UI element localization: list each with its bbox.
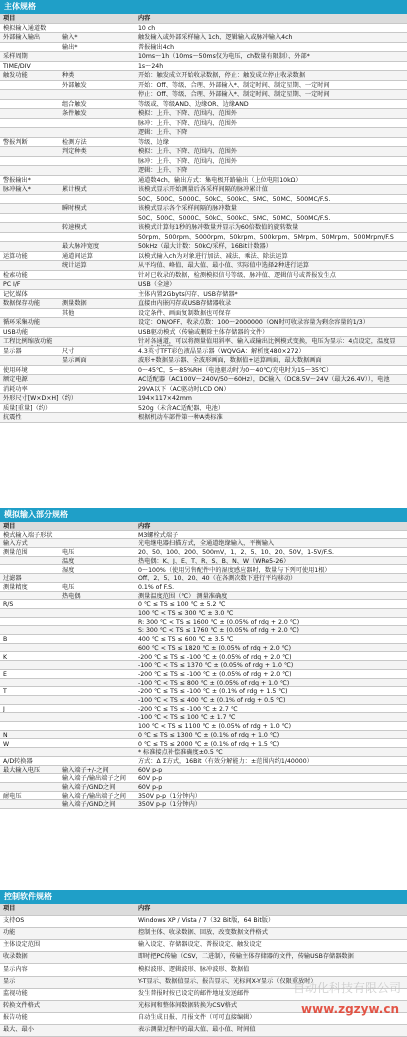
row-subitem: 显示画面 — [62, 357, 87, 364]
row-item: 转换文件格式 — [3, 1001, 41, 1009]
table-row — [0, 952, 407, 964]
table-row — [0, 394, 407, 404]
row-item: J — [3, 705, 5, 713]
table-row — [0, 337, 407, 347]
row-value: 4.3英寸TFT彩色液晶显示器（WQVGA：解析度480×272） — [138, 347, 305, 355]
table-row — [0, 252, 407, 262]
table-row — [0, 328, 407, 338]
row-value: 光标间和整体间数据转换为CSV格式 — [138, 1001, 238, 1009]
row-value: 测量温度范围（℃） 测量准确度 — [138, 592, 228, 600]
row-value: USB驱动模式（传输或删除主体存储器的文件） — [138, 328, 269, 336]
row-value: 逻辑：上升、下降 — [138, 129, 188, 136]
row-value: -200 ℃ ≤ TS ≤ -100 ℃ ± (0.1% of rdg + 1.5 ℃) — [138, 688, 288, 696]
row-value: 100 ℃ < TS ≤ 1100 ℃ ± (0.05% of rdg + 1.0 ℃) — [138, 723, 291, 731]
row-value: Windows XP / Vista / 7（32 Bit版，64 Bit版） — [138, 917, 275, 925]
table-row — [0, 71, 407, 81]
row-item: 功能 — [3, 929, 16, 937]
row-value: 光电继电器扫描方式，全通道绝缘输入，平衡输入 — [138, 540, 275, 548]
row-value: 模拟：上升、下降、范围内、范围外 — [138, 148, 237, 155]
row-value: 直接由内嵌闪存或USB存储器收录 — [138, 300, 232, 307]
row-item: 显示 — [3, 977, 16, 985]
row-value: 开始：触发成立开始收录数据，停止：触发成立停止收录数据 — [138, 72, 306, 79]
row-value: 60V p-p — [138, 775, 163, 783]
row-subitem: 种类 — [62, 72, 75, 79]
row-value: 通道数4ch，输出方式：集电极开路输出（上位电阻10kΩ） — [138, 176, 302, 184]
row-value: 等级或、等级AND、边缘OR、边缘AND — [138, 100, 249, 108]
table-row — [0, 81, 407, 91]
row-item: 监视功能 — [3, 989, 28, 997]
row-item: PC I/F — [3, 281, 21, 288]
table-row — [0, 792, 407, 801]
table-row — [0, 740, 407, 749]
row-subitem: 判定种类 — [62, 148, 87, 155]
table-row — [0, 204, 407, 214]
table-row — [0, 185, 407, 195]
table-row — [0, 214, 407, 224]
row-value: 热电偶：K、J、E、T、R、S、B、N、W（WRe5-26） — [138, 557, 290, 565]
section-title: 主体规格 — [0, 0, 407, 14]
table-row — [0, 940, 407, 952]
row-item: 输入方式 — [3, 540, 28, 548]
table-row — [0, 783, 407, 792]
row-value: 脉冲：上升、下降、范围内、范围外 — [138, 119, 237, 127]
row-item: 最大输入电压 — [3, 766, 41, 774]
table-row — [0, 644, 407, 653]
row-item: 抗震性 — [3, 414, 22, 421]
row-value: 50C、500C、5000C、50kC、500kC、5MC、50MC、500MC/F.S. — [138, 214, 331, 222]
row-item: 使用环境 — [3, 366, 28, 374]
table-row — [0, 722, 407, 731]
row-subitem: 其他 — [62, 309, 75, 317]
row-subitem: 最大脉冲宽度 — [62, 243, 100, 250]
row-value: 设定：ON/OFF、收录点数：100～2000000（ON时可收录容量为剩余容量的1/3） — [138, 319, 369, 326]
row-value: 1s～24h — [138, 62, 164, 70]
row-value: 0 ℃ ≤ TS ≤ 2000 ℃ ± (0.1% of rdg + 1.5 ℃) — [138, 740, 280, 748]
table-row — [0, 375, 407, 385]
row-value: 0 ℃ ≤ TS ≤ 1300 ℃ ± (0.1% of rdg + 1.0 ℃) — [138, 731, 280, 739]
row-value: 600 ℃ < TS ≤ 1820 ℃ ± (0.05% of rdg + 2.0 ℃) — [138, 644, 291, 652]
table-row — [0, 705, 407, 714]
table-row — [0, 670, 407, 679]
row-item: W — [3, 740, 10, 748]
row-value: 主体内置2Gbyts闪存、USB存储器* — [138, 290, 238, 298]
table-row — [0, 1025, 407, 1037]
row-value: 控制主体、收录数据、回放、改变数据文件格式 — [138, 929, 268, 937]
table-row — [0, 661, 407, 670]
row-item: 工程比例缩放功能 — [3, 338, 53, 345]
row-value: AC适配器（AC100V～240V/50～60Hz），DC输入（DC8.5V～24V（最大26.4V）），电池 — [138, 376, 390, 383]
row-subitem: 温度 — [62, 557, 75, 565]
table-row — [0, 33, 407, 43]
table-row — [0, 24, 407, 34]
row-subitem: 检测方法 — [62, 138, 87, 146]
table-row — [0, 100, 407, 110]
row-item: 支持OS — [3, 917, 25, 925]
row-item: K — [3, 653, 8, 661]
row-value: Y-T显示、数据值显示、报告显示、光标间X-Y显示（仅限重放时） — [138, 977, 317, 985]
table-row — [0, 592, 407, 601]
row-item: 报告功能 — [3, 1013, 28, 1021]
row-value: 方式：Δ Σ方式，16Bit（有效分解能力：±范围内约1/40000） — [138, 757, 313, 765]
table-row — [0, 766, 407, 775]
row-value: 20、50、100、200、500mV，1、2、5、10、20、50V，1-5V/F.S. — [138, 549, 335, 557]
row-item: B — [3, 636, 8, 644]
table-row — [0, 261, 407, 271]
table-row — [0, 928, 407, 940]
row-subitem: 统计运算 — [62, 262, 87, 269]
row-value: -100 ℃ < TS ≤ 800 ℃ ± (0.05% of rdg + 1.0 ℃) — [138, 679, 290, 687]
row-subitem: 外部触发 — [62, 81, 87, 89]
table-row — [0, 539, 407, 548]
header-content: 内容 — [138, 523, 151, 530]
row-value: 0～45℃，5～85%RH（电池驱动时为0～40℃/充电时为15～35℃） — [138, 366, 333, 374]
row-item: 显示器 — [3, 347, 22, 355]
row-value: 50rpm、500rpm、5000rpm、50krpm、500krpm、5Mrpm、50Mrpm、500Mrpm/F.S — [138, 233, 394, 241]
row-subitem: 热电偶 — [62, 592, 81, 600]
row-value: Off、2、5、10、20、40（在各测次数下进行平均移动） — [138, 575, 297, 583]
row-item: 检索功能 — [3, 271, 28, 279]
row-subitem: 转速模式 — [62, 224, 87, 231]
row-value: 该模式显示开始测量后各采样间隔的脉冲累计值 — [138, 186, 268, 193]
row-value: 29VA以下（AC驱动时LCD ON） — [138, 385, 230, 393]
row-item: 消耗功率 — [3, 385, 28, 393]
row-value: 50C、500C、5000C、50kC、500kC、5MC、50MC、500MC/F.S. — [138, 195, 331, 203]
row-item: 收录数据 — [3, 953, 28, 961]
table-row — [0, 109, 407, 119]
row-item: 触发功能 — [3, 72, 28, 79]
row-value: 0.1% of F.S. — [138, 583, 175, 591]
row-item: 质量[重量]（约） — [3, 404, 52, 412]
table-row — [0, 531, 407, 540]
row-item: 运算功能 — [3, 252, 28, 260]
row-value: 194×117×42mm — [138, 395, 192, 402]
row-value: 针对已收录的数据，检测模拟信号等级、脉冲值、逻辑信号或普报发生点 — [138, 271, 336, 279]
table-row — [0, 290, 407, 300]
row-value: 该模式显示各个采样间隔的脉冲数量 — [138, 205, 237, 212]
row-value: 520g（未含AC适配器、电池） — [138, 404, 225, 412]
watermark-company: 自动化科技有限公司 — [292, 981, 401, 995]
row-value: 触发输入或外部采样输入 1ch、逻辑输入或脉冲输入4ch — [138, 34, 293, 41]
table-row — [0, 609, 407, 618]
table-row — [0, 965, 407, 977]
row-item: 模拟输入通道数 — [3, 24, 47, 32]
row-item: TIME/DIV — [3, 62, 31, 70]
table-row — [0, 800, 407, 809]
row-item: 记忆媒体 — [3, 290, 28, 298]
row-value: 50kHz（最大计数：50kC/采样，16Bit计数器） — [138, 243, 272, 250]
row-value: 波形+数据显示器、全波形画面，数据值+运算画面，最大数据画面 — [138, 357, 322, 364]
row-value: -100 ℃ < TS ≤ 1370 ℃ ± (0.05% of rdg + 1.0 ℃) — [138, 662, 294, 670]
row-subitem: 累计模式 — [62, 186, 87, 193]
table-row — [0, 52, 407, 62]
row-subitem: 瞬时模式 — [62, 205, 87, 212]
row-item: 最大、最小 — [3, 1026, 34, 1033]
row-item: 脉冲输入* — [3, 186, 31, 193]
section-title: 模拟输入部分规格 — [0, 508, 407, 522]
table-row — [0, 280, 407, 290]
table-row — [0, 413, 407, 423]
row-value: 逻辑：上升、下降 — [138, 167, 188, 174]
row-subitem: 通道间运算 — [62, 252, 93, 260]
row-value: S: 300 ℃ < TS ≤ 1760 ℃ ± (0.05% of rdg + 2.0 ℃) — [138, 627, 299, 635]
row-value: 自动生成日报、月报文件（可可直接编辑） — [138, 1013, 256, 1021]
table-row — [0, 147, 407, 157]
row-value: -100 ℃ < TS ≤ 100 ℃ ± 1.7 ℃ — [138, 714, 236, 722]
table-row — [0, 757, 407, 766]
row-item: 测量精度 — [3, 583, 28, 591]
row-value: 400 ℃ ≤ TS ≤ 600 ℃ ± 3.5 ℃ — [138, 636, 234, 644]
table-header — [0, 14, 407, 24]
row-value: 普报输出4ch — [138, 43, 175, 51]
row-value: -100 ℃ < TS ≤ 400 ℃ ± (0.1% of rdg + 0.5 ℃) — [138, 697, 286, 704]
row-value: 0～100%（使用另售配件中的湿度感应器时，数量与下列可使用1根） — [138, 566, 331, 574]
row-value: -200 ℃ ≤ TS ≤ -100 ℃ ± (0.05% of rdg + 2.0 ℃) — [138, 653, 292, 661]
row-value: 设定条件、画面复制数据也可保存 — [138, 309, 231, 317]
row-value: 60V p-p — [138, 784, 163, 791]
table-row — [0, 687, 407, 696]
row-item: 循环采集功能 — [3, 319, 41, 326]
table-row — [0, 166, 407, 176]
row-value: 开始：Off、等级、合理、外部输入*、制定时间、制定星期、一定时间 — [138, 81, 330, 89]
row-value: 等级、边缘 — [138, 138, 169, 146]
row-item: USB功能 — [3, 328, 29, 336]
table-row — [0, 635, 407, 644]
row-subitem: 电压 — [62, 583, 75, 591]
row-item: 采样周期 — [3, 53, 28, 60]
row-value: 发生普报时按已设定的邮件地址发送邮件 — [138, 989, 250, 997]
row-value: 表示测量过程中的最大值、最小值、时间值 — [138, 1026, 256, 1033]
row-item: 模式输入端子形状 — [3, 531, 53, 539]
row-value: 针对各通道，可以将测量值用斜率、输入或输出比例模式变换，电压为显示：4点设定，温度显 — [138, 338, 396, 345]
section-title: 控制软件规格 — [0, 890, 407, 904]
table-row — [0, 566, 407, 575]
row-subitem: 尺寸 — [62, 347, 75, 355]
row-value: USB（全速） — [138, 281, 176, 288]
header-content: 内容 — [138, 15, 151, 22]
row-value: M3螺栓式端子 — [138, 531, 179, 539]
row-value: 即时把PC传输（CSV，二进制），传输主体存储器的文件，传输USB存储器数据 — [138, 953, 354, 961]
table-row — [0, 916, 407, 928]
row-value: 从平均值、峰值、最大值、最小值、实际值中选择2种进行运算 — [138, 262, 309, 269]
row-value: 根据机动车部件第一种A类标准 — [138, 414, 223, 421]
row-item: 警报输出* — [3, 176, 31, 184]
table-row — [0, 626, 407, 635]
row-subitem: 输入端子/输出端子之间 — [62, 775, 126, 783]
table-row — [0, 138, 407, 148]
table-row — [0, 347, 407, 357]
table-row — [0, 119, 407, 129]
table-row — [0, 696, 407, 705]
row-subitem: 输入端子+/-之间 — [62, 766, 109, 774]
table-row — [0, 574, 407, 583]
table-row — [0, 731, 407, 740]
row-item: 主体设定范围 — [3, 941, 41, 949]
table-header — [0, 522, 407, 531]
row-value: 60V p-p — [138, 766, 163, 774]
row-value: 350V p-p（1分钟内） — [138, 792, 201, 800]
table-row — [0, 713, 407, 722]
row-item: 测量范围 — [3, 549, 28, 557]
row-item: 警报判断 — [3, 138, 28, 146]
table-row — [0, 583, 407, 592]
table-row — [0, 600, 407, 609]
row-item: A/D转换器 — [3, 757, 33, 765]
row-item: E — [3, 670, 7, 678]
row-item: 外形尺寸[W×D×H]（约） — [3, 395, 78, 402]
table-row — [0, 679, 407, 688]
row-subitem: 输入端子/GND之间 — [62, 784, 116, 791]
header-content: 内容 — [138, 905, 151, 912]
row-subitem: 输出* — [62, 43, 78, 51]
row-value: 10 ch — [138, 24, 156, 32]
table-row — [0, 157, 407, 167]
row-subitem: 组合触发 — [62, 100, 87, 108]
row-value: -200 ℃ ≤ TS ≤ -100 ℃ ± 2.7 ℃ — [138, 705, 238, 713]
row-value: 100 ℃ < TS ≤ 300 ℃ ± 3.0 ℃ — [138, 610, 234, 617]
row-value: 模拟波形、逻辑波形、脉冲波形、数据值 — [138, 965, 250, 973]
table-row — [0, 128, 407, 138]
row-subitem: 条件触发 — [62, 110, 87, 117]
table-row — [0, 653, 407, 662]
row-value: 输入设定、存储器设定、普报设定、触发设定 — [138, 941, 262, 949]
row-item: N — [3, 731, 8, 739]
row-item: R/S — [3, 601, 14, 609]
table-row — [0, 299, 407, 309]
table-row — [0, 195, 407, 205]
row-subitem: 输入* — [62, 34, 78, 41]
row-value: 模拟：上升、下降、范围内、范围外 — [138, 110, 237, 117]
row-subitem: 电压 — [62, 549, 75, 557]
table-row — [0, 618, 407, 627]
row-item: T — [3, 688, 7, 696]
row-item: 外部输入输出 — [3, 34, 41, 41]
row-item: 显示内容 — [3, 965, 28, 973]
row-value: 该模式计算每1秒的脉冲数量并显示为60倍数值的旋转数量 — [138, 224, 299, 231]
table-row — [0, 385, 407, 395]
row-subitem: 湿度 — [62, 566, 75, 574]
row-value: 以模式输入ch为对象进行加法、减法、乘法、除法运算 — [138, 252, 288, 260]
row-item: 过滤器 — [3, 575, 22, 583]
table-row — [0, 242, 407, 252]
row-value: 0 ℃ ≤ TS ≤ 100 ℃ ± 5.2 ℃ — [138, 601, 226, 609]
row-value: * 标准接点补偿准确度±0.5 ℃ — [138, 749, 223, 757]
header-item: 项目 — [3, 15, 16, 22]
table-row — [0, 356, 407, 366]
row-value: 脉冲：上升、下降、范围内、范围外 — [138, 157, 237, 165]
row-item: 额定电源 — [3, 376, 28, 383]
table-row — [0, 233, 407, 243]
row-value: R: 300 ℃ < TS ≤ 1600 ℃ ± (0.05% of rdg + 2.0 ℃) — [138, 618, 300, 626]
table-row — [0, 309, 407, 319]
header-item: 项目 — [3, 905, 16, 912]
table-row — [0, 748, 407, 757]
table-row — [0, 548, 407, 557]
table-row — [0, 318, 407, 328]
row-item: 数据保存功能 — [3, 300, 41, 307]
table-header — [0, 904, 407, 916]
row-item: 耐电压 — [3, 792, 22, 800]
watermark-url: www.zgzyw.cn — [301, 1002, 399, 1016]
table-row — [0, 43, 407, 53]
table-row — [0, 271, 407, 281]
row-subitem: 测量数据 — [62, 300, 87, 307]
table-row — [0, 223, 407, 233]
header-item: 项目 — [3, 523, 16, 530]
row-value: -200 ℃ ≤ TS ≤ -100 ℃ ± (0.05% of rdg + 2.0 ℃) — [138, 670, 292, 678]
table-row — [0, 366, 407, 376]
row-value: 350V p-p（1分钟内） — [138, 801, 201, 809]
table-row — [0, 90, 407, 100]
table-row — [0, 404, 407, 414]
table-row — [0, 62, 407, 72]
row-value: 停止：Off、等级、合理、外部输入*、制定时间、制定星期、一定时间 — [138, 91, 330, 98]
row-subitem: 输入端子/输出端子之间 — [62, 792, 126, 800]
table-row — [0, 557, 407, 566]
row-subitem: 输入端子/GND之间 — [62, 801, 116, 809]
table-row — [0, 176, 407, 186]
row-value: 10ms～1h（10ms～50ms仅为电压，ch数量有限制）、外部* — [138, 53, 310, 60]
table-row — [0, 774, 407, 783]
